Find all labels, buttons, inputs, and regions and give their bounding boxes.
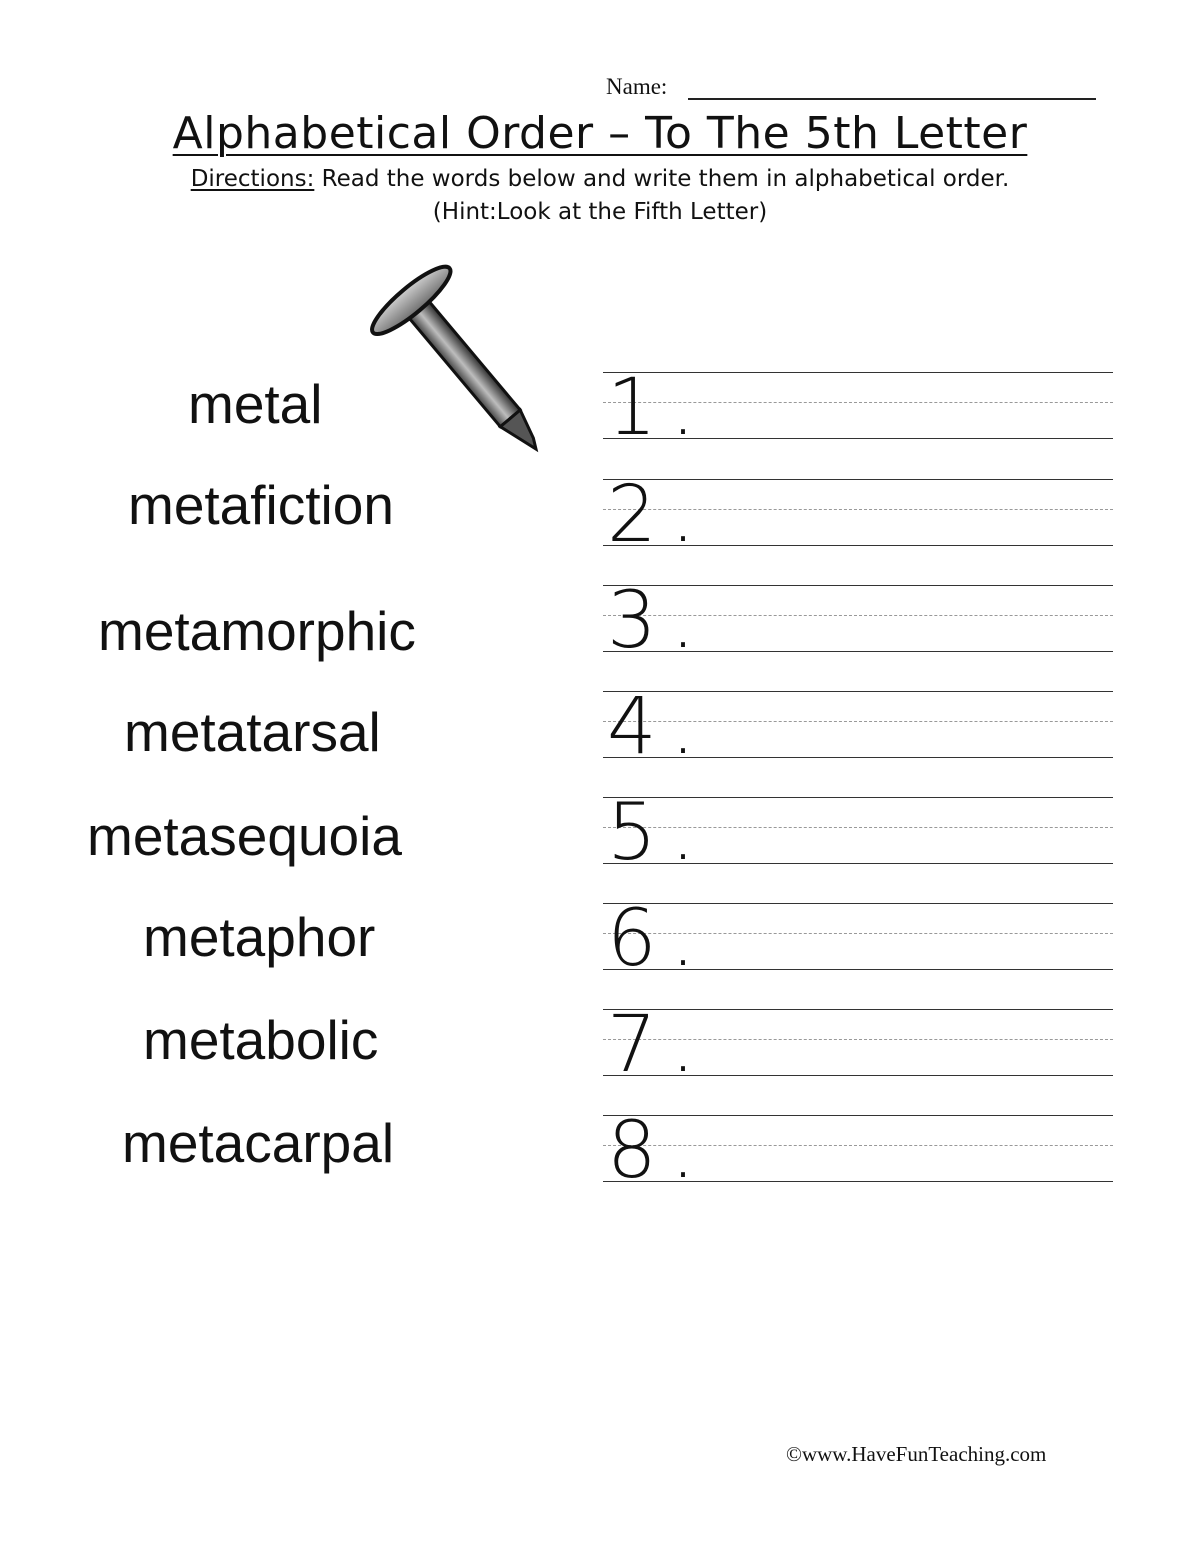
copyright-footer: ©www.HaveFunTeaching.com <box>786 1442 1047 1466</box>
answer-line-5[interactable] <box>603 788 1113 878</box>
name-underline[interactable] <box>688 98 1096 100</box>
word-item: metacarpal <box>122 1112 395 1174</box>
nail-icon <box>360 245 560 475</box>
word-item: metaphor <box>143 906 376 968</box>
answer-number: 1. <box>607 363 710 453</box>
worksheet-title: Alphabetical Order – To The 5th Letter <box>172 108 1028 159</box>
answer-line-2[interactable] <box>603 470 1113 560</box>
directions <box>0 163 1200 229</box>
answer-number: 7. <box>607 1000 710 1090</box>
word-item: metal <box>188 373 323 435</box>
answer-number: 5. <box>607 788 710 878</box>
answer-number: 8. <box>607 1106 710 1196</box>
directions-text: Read the words below and write them in alphabetical order. <box>314 166 1010 192</box>
answer-number: 4. <box>607 682 710 772</box>
word-item: metasequoia <box>87 805 402 867</box>
answer-number: 6. <box>607 894 710 984</box>
answer-line-3[interactable] <box>603 576 1113 666</box>
name-label: Name: <box>606 74 668 99</box>
answer-number: 3. <box>607 576 710 666</box>
word-item: metamorphic <box>98 600 416 662</box>
word-item: metafiction <box>128 474 394 536</box>
answer-number: 2. <box>607 470 710 560</box>
hint-text: (Hint:Look at the Fifth Letter) <box>432 199 768 225</box>
answer-line-1[interactable] <box>603 363 1113 453</box>
name-field[interactable] <box>606 72 1096 104</box>
answer-line-6[interactable] <box>603 894 1113 984</box>
word-item: metabolic <box>143 1009 379 1071</box>
answer-line-4[interactable] <box>603 682 1113 772</box>
answer-line-8[interactable] <box>603 1106 1113 1196</box>
word-item: metatarsal <box>124 701 381 763</box>
answer-line-7[interactable] <box>603 1000 1113 1090</box>
directions-label: Directions: <box>190 166 315 192</box>
